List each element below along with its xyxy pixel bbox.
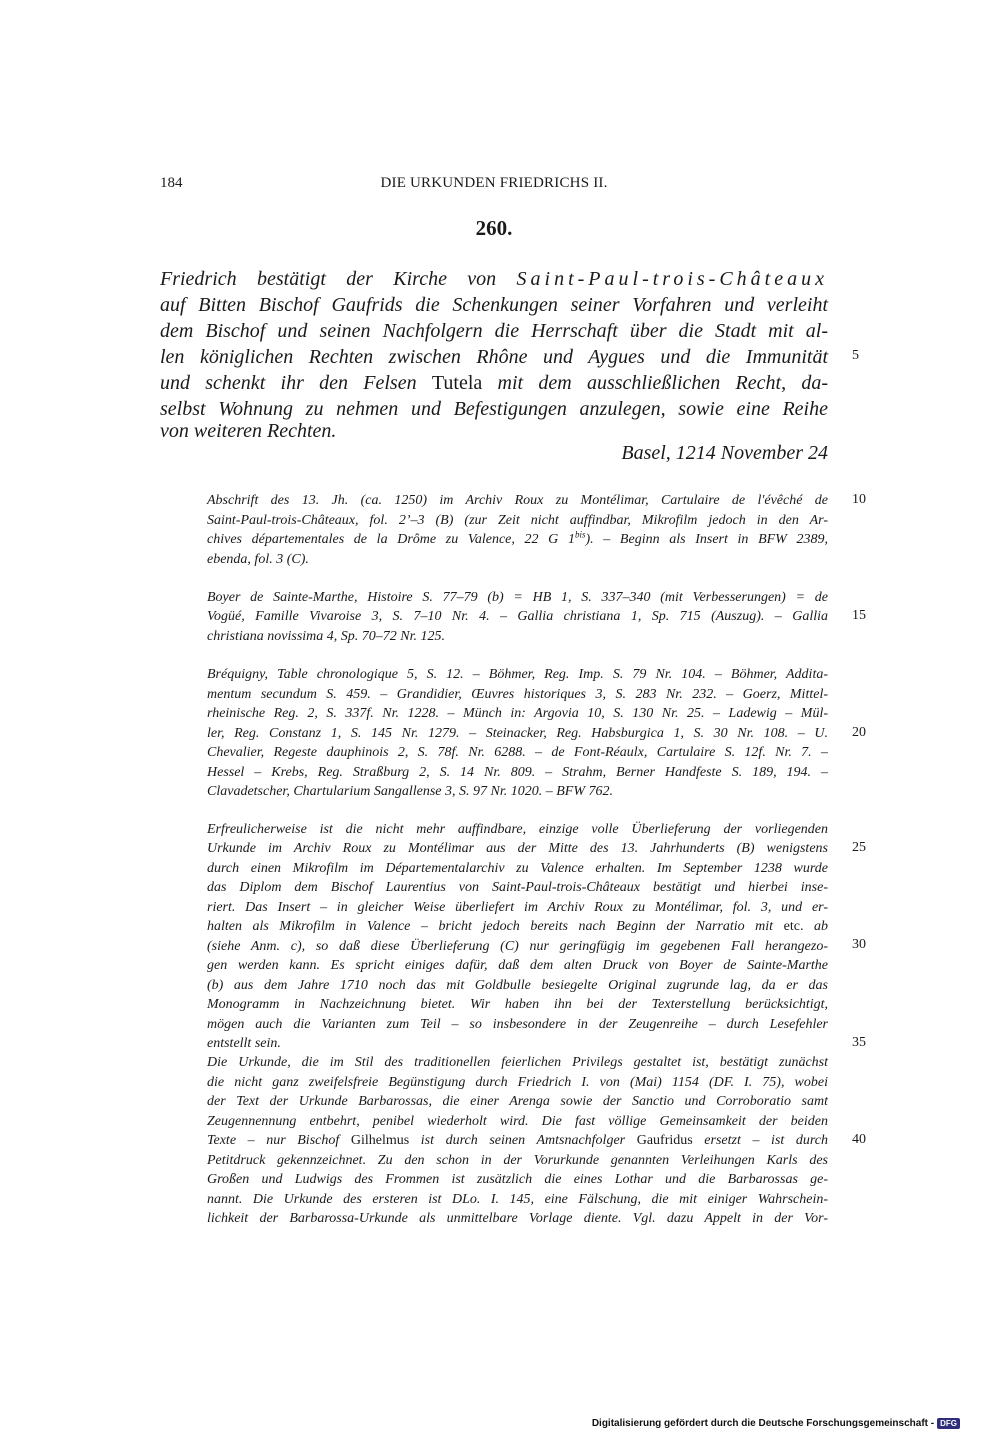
page-number: 184 (160, 175, 183, 191)
note-line: Chevalier, Regeste dauphinois 2, S. 78f. Nr. 6288. – de Font-Réaulx, Cartulaire S. 12f. Nr. 7. – (207, 745, 828, 760)
running-title: DIE URKUNDEN FRIEDRICHS II. (380, 175, 608, 191)
note-line: Boyer de Sainte-Marthe, Histoire S. 77–79 (b) = HB 1, S. 337–340 (mit Verbesserungen) = de (207, 590, 828, 605)
note-line: Urkunde im Archiv Roux zu Montélimar aus der Mitte des 13. Jahrhunderts (B) wenigstens (207, 841, 828, 856)
note-line: (siehe Anm. c), so daß diese Überlieferung (C) nur geringfügig im gegebenen Fall herangezo- (207, 939, 828, 954)
note-line (207, 530, 828, 550)
document-number: 260. (475, 216, 513, 240)
note-line: Zeugennennung entbehrt, penibel wiederholt wird. Die fast völlige Gemeinsamkeit der beiden (207, 1114, 828, 1129)
note-line: ebenda, fol. 3 (C). (207, 552, 309, 567)
note-text: Texte – nur Bischof (207, 1133, 351, 1148)
note-line: Saint-Paul-trois-Châteaux, fol. 2’–3 (B) (zur Zeit nicht auffindbar, Mikrofilm jedoch in den Ar- (207, 513, 828, 528)
regest-line-1 (160, 266, 828, 292)
line-number: 25 (852, 840, 866, 855)
note-text: ). – Beginn als Insert in BFW 2389, (585, 532, 828, 547)
footer-credit (592, 1418, 960, 1429)
note-line: Bréquigny, Table chronologique 5, S. 12. – Böhmer, Reg. Imp. S. 79 Nr. 104. – Böhmer, Addita- (207, 667, 828, 682)
note-line: das Diplom dem Bischof Laurentius von Saint-Paul-trois-Châteaux bestätigt und hierbei inse- (207, 880, 828, 895)
note-text: halten als Mikrofilm in Valence – bricht jedoch bereits nach Beginn der Narratio mit (207, 919, 784, 934)
note-line: Vogüé, Famille Vivaroise 3, S. 7–10 Nr. 4. – Gallia christiana 1, Sp. 715 (Auszug). – Gallia (207, 609, 828, 624)
note-line: nannt. Die Urkunde des ersteren ist DLo. I. 145, eine Fälschung, die mit einiger Wahrschein- (207, 1192, 828, 1207)
note-line: Hessel – Krebs, Reg. Straßburg 2, S. 14 Nr. 809. – Strahm, Berner Handfeste S. 189, 194. – (207, 765, 828, 780)
place-name: Saint-Paul-trois-Châteaux (516, 268, 828, 290)
regest-line-3: dem Bischof und seinen Nachfolgern die Herrschaft über die Stadt mit al- (160, 320, 828, 342)
superscript: bis (574, 529, 586, 540)
regest-line-4: len königlichen Rechten zwischen Rhône und Aygues und die Immunität (160, 346, 828, 368)
person-name: Gilhelmus (350, 1133, 410, 1148)
note-line: die nicht ganz zweifelsfreie Begünstigung durch Friedrich I. von (Mai) 1154 (DF. I. 75), wobei (207, 1075, 828, 1090)
note-line: der Text der Urkunde Barbarossas, die einer Arenga sowie der Sanctio und Corroboratio samt (207, 1094, 828, 1109)
note-line: Die Urkunde, die im Stil des traditionellen feierlichen Privilegs gestaltet ist, bestätigt zunächst (207, 1055, 828, 1070)
dfg-logo: DFG (937, 1418, 960, 1429)
note-text: ersetzt – ist durch (692, 1133, 829, 1148)
regest-text: mit dem ausschließlichen Recht, da- (482, 372, 828, 394)
note-line: durch einen Mikrofilm im Départementalarchiv zu Valence erhalten. Im September 1238 wurde (207, 861, 828, 876)
note-text: ab (803, 919, 828, 934)
note-line: riert. Das Insert – in gleicher Weise überliefert im Archiv Roux zu Montélimar, fol. 3, und er- (207, 900, 828, 915)
note-line: Erfreulicherweise ist die nicht mehr auffindbare, einzige volle Überlieferung der vorliegenden (207, 822, 828, 837)
note-line: entstellt sein. (207, 1036, 281, 1051)
line-number: 30 (852, 937, 866, 952)
note-line: Großen und Ludwigs des Frommen ist zusätzlich die eines Lothar und die Barbarossas ge- (207, 1172, 828, 1187)
line-number: 10 (852, 492, 866, 507)
credit-text: Digitalisierung gefördert durch die Deutsche Forschungsgemeinschaft - (591, 1418, 935, 1429)
person-name: Gaufridus (636, 1133, 693, 1148)
line-number: 40 (852, 1132, 866, 1147)
note-line: Clavadetscher, Chartularium Sangallense 3, S. 97 Nr. 1020. – BFW 762. (207, 784, 613, 799)
note-text: etc. (783, 919, 804, 934)
note-line: (b) aus dem Jahre 1710 noch das mit Goldbulle besiegelte Original zugrunde lag, da er das (207, 978, 828, 993)
note-text: chives départementales de la Drôme zu Valence, 22 G 1 (207, 532, 575, 547)
note-line: gen werden kann. Es spricht einiges dafür, daß dem alten Druck von Boyer de Sainte-Marthe (207, 958, 828, 973)
place-date: Basel, 1214 November 24 (621, 442, 828, 464)
note-line: mögen auch die Varianten zum Teil – so insbesondere in der Zeugenreihe – durch Lesefehler (207, 1017, 828, 1032)
note-line: ler, Reg. Constanz 1, S. 145 Nr. 1279. – Steinacker, Reg. Habsburgica 1, S. 30 Nr. 108. – U. (207, 726, 828, 741)
note-line: Petitdruck gekennzeichnet. Zu den schon in der Vorurkunde genannten Verleihungen Karls des (207, 1153, 828, 1168)
line-number: 5 (852, 348, 859, 363)
line-number: 20 (852, 725, 866, 740)
regest-line-6: selbst Wohnung zu nehmen und Befestigungen anzulegen, sowie eine Reihe (160, 398, 828, 420)
note-line: mentum secundum S. 459. – Grandidier, Œuvres historiques 3, S. 283 Nr. 232. – Goerz, Mittel- (207, 687, 828, 702)
regest-line-5 (160, 370, 828, 396)
regest-text: Friedrich bestätigt der Kirche von (160, 268, 517, 290)
line-number: 15 (852, 608, 866, 623)
note-line (207, 1131, 828, 1151)
note-line: Abschrift des 13. Jh. (ca. 1250) im Archiv Roux zu Montélimar, Cartulaire de l'évêché de (207, 493, 828, 508)
note-line: Monogramm in Nachzeichnung bietet. Wir haben ihn bei der Texterstellung berücksichtigt, (207, 997, 828, 1012)
regest-line-7: von weiteren Rechten. (160, 420, 337, 442)
regest-line-2: auf Bitten Bischof Gaufrids die Schenkungen seiner Vorfahren und verleiht (160, 294, 828, 316)
note-line: christiana novissima 4, Sp. 70–72 Nr. 125. (207, 629, 446, 644)
note-line: lichkeit der Barbarossa-Urkunde als unmittelbare Vorlage diente. Vgl. dazu Appelt in der Vor- (207, 1211, 828, 1226)
note-line (207, 917, 828, 937)
place-name: Tutela (431, 372, 483, 394)
note-text: ist durch seinen Amtsnachfolger (409, 1133, 637, 1148)
line-number: 35 (852, 1035, 866, 1050)
regest-text: und schenkt ihr den Felsen (160, 372, 432, 394)
note-line: rheinische Reg. 2, S. 337f. Nr. 1228. – Münch in: Argovia 10, S. 130 Nr. 25. – Ladewig – Mül- (207, 706, 828, 721)
